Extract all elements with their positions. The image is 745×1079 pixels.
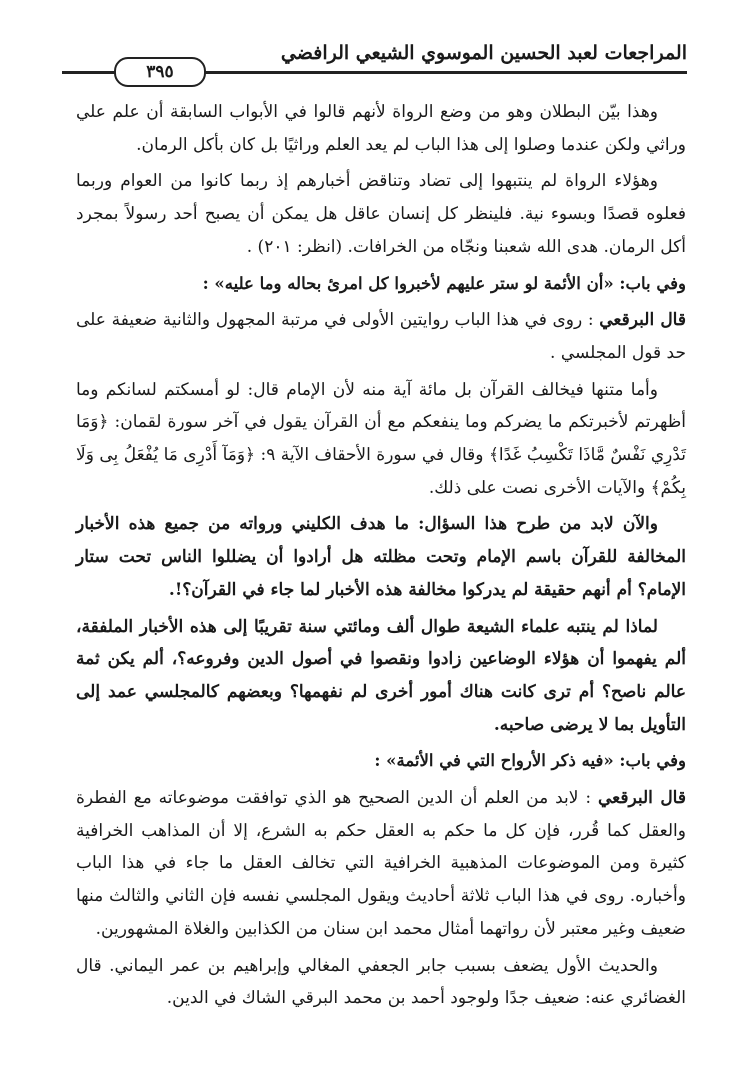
paragraph-text: : روى في هذا الباب روايتين الأولى في مرتبة المجهول والثانية ضعيفة على حد قول المجلسي .	[76, 310, 686, 363]
paragraph-text: : لابد من العلم أن الدين الصحيح هو الذي توافقت موضوعاته مع الفطرة والعقل كما قُرر، فإن كل ما حكم به العقل حكم به الشرع، إلا أن المذاهب الخرافية كثيرة ومن الموضوعات المذهبية الخرافية التي تخالف العقل ما جاء في هذا الباب وأخباره. روى في هذا الباب ثلاثة أحاديث ويقول المجلسي نفسه فإن الثاني والثالث منها ضعيف وغير معتبر لأن رواتهما أمثال محمد ابن سنان من الكذابين والغلاة المشهورين.	[76, 788, 686, 939]
section-heading: وفي باب: «أن الأئمة لو ستر عليهم لأخبروا كل امرئ بحاله وما عليه» :	[202, 273, 686, 293]
paragraph: وهؤلاء الرواة لم ينتبهوا إلى تضاد وتناقض أخبارهم إذ ربما كانوا من العوام وربما فعلوه قصدًا وبسوء نية. فلينظر كل إنسان عاقل هل يمكن أن يصبح أحد رسولاً بمجرد أكل الرمان. هدى الله شعبنا ونجّاه من الخرافات. (انظر: ٢٠١) .	[76, 171, 686, 257]
paragraph: لماذا لم ينتبه علماء الشيعة طوال ألف ومائتي سنة تقريبًا إلى هذه الأخبار الملفقة، ألم يفهموا أن هؤلاء الوضاعين زادوا ونقصوا في أصول الدين وفروعه؟، ألم يكن ثمة عالم ناصح؟ أم ترى كانت هناك أمور أخرى لم نفهمها؟ وبعضهم كالمجلسي عمد إلى التأويل بما لا يرضى صاحبه.	[76, 616, 686, 735]
paragraph: وهذا بيّن البطلان وهو من وضع الرواة لأنهم قالوا في الأبواب السابقة أن علم علي وراثي ولكن عندما وصلوا إلى هذا الباب لم يعد العلم وراثيًا بل كان بأكل الرمان.	[76, 102, 686, 155]
body-text	[76, 96, 686, 1019]
paragraph: وأما متنها فيخالف القرآن بل مائة آية منه لأن الإمام قال: لو أمسكتم لسانكم وما أظهرتم لأخبرتكم ما يضركم وما ينفعكم مع أن القرآن يقول في آخر سورة لقمان: ﴿وَمَا تَدْرِي نَفْسٌ مَّاذَا تَكْسِبُ غَدًا﴾ وقال في سورة الأحقاف الآية ٩: ﴿وَمَآ أَدْرِى مَا يُفْعَلُ بِى وَلَا بِكُمْ﴾ والآيات الأخرى نصت على ذلك.	[76, 379, 686, 498]
paragraph	[76, 782, 686, 946]
paragraph	[76, 304, 686, 369]
section-heading: وفي باب: «فيه ذكر الأرواح التي في الأئمة» :	[374, 751, 686, 771]
speaker-label: قال البرقعي	[598, 788, 686, 809]
running-title: المراجعات لعبد الحسين الموسوي الشيعي الرافضي	[280, 42, 687, 64]
paragraph: والحديث الأول يضعف بسبب جابر الجعفي المغالي وإبراهيم بن عمر اليماني. قال الغضائري عنه: ضعيف جدًا ولوجود أحمد بن محمد البرقي الشاك في الدين.	[76, 955, 686, 1009]
page-header	[62, 38, 687, 88]
speaker-label: قال البرقعي	[599, 310, 686, 331]
paragraph: والآن لابد من طرح هذا السؤال: ما هدف الكليني ورواته من جميع هذه الأخبار المخالفة للقرآن باسم الإمام وتحت مظلته هل أرادوا أن يضللوا الناس تحت ستار الإمام؟ أم أنهم حقيقة لم يدركوا مخالفة هذه الأخبار لما جاء في القرآن؟!.	[76, 514, 686, 600]
page-number-badge: ٣٩٥	[114, 57, 206, 87]
